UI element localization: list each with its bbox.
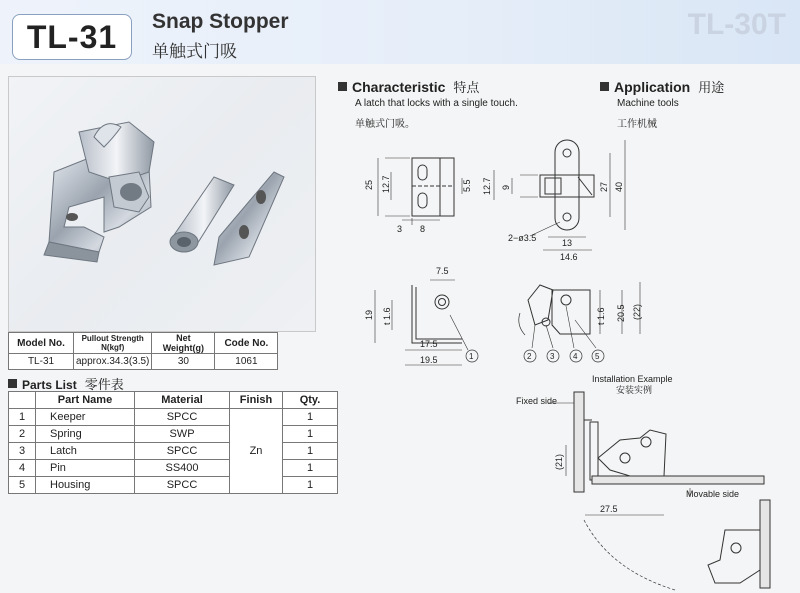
part-no: 5 (9, 477, 36, 494)
section-bullet-icon (8, 379, 17, 388)
table-row (9, 460, 338, 477)
part-qty: 1 (283, 443, 338, 460)
part-name: Pin (36, 460, 135, 477)
part-no: 1 (9, 409, 36, 426)
part-name: Housing (36, 477, 135, 494)
dim-holes: 2−ø3.5 (508, 233, 537, 243)
part-no: 4 (9, 460, 36, 477)
characteristic-heading (338, 77, 479, 96)
parts-header-row (9, 392, 338, 409)
part-name: Spring (36, 426, 135, 443)
spec-header-strength: Pullout Strength N(kgf) (74, 333, 152, 354)
model-number: TL-31 (12, 14, 132, 60)
parts-header-no (9, 392, 36, 409)
table-row (9, 477, 338, 494)
dim-3: 3 (397, 224, 403, 234)
spec-table (8, 332, 278, 370)
part-qty: 1 (283, 409, 338, 426)
section-bullet-icon (600, 82, 609, 91)
parts-list-title-cn: 零件表 (84, 377, 124, 392)
characteristic-title-cn: 特点 (453, 80, 480, 95)
dim-12-7: 12.7 (381, 175, 391, 193)
product-title: Snap Stopper (152, 10, 289, 33)
spec-header-code: Code No. (215, 333, 278, 354)
part-finish: Zn (230, 409, 283, 494)
spec-header-weight: Net Weight(g) (152, 333, 215, 354)
product-photo (8, 76, 316, 332)
dim-7-5: 7.5 (436, 266, 449, 276)
dim-5-5: 5.5 (462, 179, 472, 192)
callout-1: 1 (469, 352, 474, 361)
dim-14-6: 14.6 (560, 252, 578, 262)
ghost-model-text: TL-30T (687, 8, 786, 41)
spec-header-model: Model No. (9, 333, 74, 354)
table-row (9, 443, 338, 460)
part-material: SS400 (135, 460, 230, 477)
application-desc: Machine tools (617, 98, 679, 109)
part-material: SPCC (135, 443, 230, 460)
part-material: SPCC (135, 409, 230, 426)
table-row (9, 426, 338, 443)
dim-17-5: 17.5 (420, 339, 438, 349)
spec-strength: approx.34.3(3.5) (74, 354, 152, 370)
dim-25: 25 (364, 179, 374, 190)
dim-22: (22) (632, 303, 642, 320)
dim-19-5: 19.5 (420, 355, 438, 365)
callout-2: 2 (527, 352, 532, 361)
install-title-cn: 安装实例 (616, 385, 653, 395)
dim-40: 40 (614, 181, 624, 192)
section-bullet-icon (338, 82, 347, 91)
parts-header-qty: Qty. (283, 392, 338, 409)
dim-8: 8 (420, 224, 426, 234)
spec-header-row (9, 333, 278, 354)
part-no: 2 (9, 426, 36, 443)
application-title-cn: 用途 (698, 80, 725, 95)
part-material: SWP (135, 426, 230, 443)
parts-header-material: Material (135, 392, 230, 409)
spec-code: 1061 (215, 354, 278, 370)
parts-header-finish: Finish (230, 392, 283, 409)
spec-weight: 30 (152, 354, 215, 370)
technical-drawing (330, 130, 800, 593)
callout-5: 5 (595, 352, 600, 361)
parts-list-title: Parts List (22, 378, 77, 392)
characteristic-desc: A latch that locks with a single touch. (355, 98, 518, 109)
table-row (9, 409, 338, 426)
dim-t1-6: t 1.6 (382, 307, 392, 325)
callout-3: 3 (550, 352, 555, 361)
part-name: Latch (36, 443, 135, 460)
callout-4: 4 (573, 352, 578, 361)
part-name: Keeper (36, 409, 135, 426)
snap-stopper-image (9, 77, 315, 331)
dim-20-5: 20.5 (616, 304, 626, 322)
spec-row (9, 354, 278, 370)
parts-header-name: Part Name (36, 392, 135, 409)
part-no: 3 (9, 443, 36, 460)
dim-12-7-b: 12.7 (482, 177, 492, 195)
application-heading (600, 77, 724, 96)
application-title: Application (614, 79, 691, 95)
dim-21: (21) (554, 453, 564, 470)
product-title-cn: 单触式门吸 (152, 42, 237, 61)
dim-27-5: 27.5 (600, 504, 618, 514)
dim-13: 13 (562, 238, 573, 248)
dim-27: 27 (599, 181, 609, 192)
part-qty: 1 (283, 460, 338, 477)
parts-table (8, 391, 338, 494)
dim-19: 19 (364, 309, 374, 320)
dim-9: 9 (501, 184, 511, 190)
dim-t1-6-b: t 1.6 (596, 307, 606, 325)
part-qty: 1 (283, 477, 338, 494)
movable-side-label: Movable side (686, 489, 740, 499)
characteristic-desc-cn: 单触式门吸。 (355, 119, 415, 130)
fixed-side-label: Fixed side (516, 396, 558, 406)
spec-model: TL-31 (9, 354, 74, 370)
characteristic-title: Characteristic (352, 79, 446, 95)
part-material: SPCC (135, 477, 230, 494)
application-desc-cn: 工作机械 (617, 119, 657, 130)
install-title: Installation Example (592, 374, 673, 384)
part-qty: 1 (283, 426, 338, 443)
